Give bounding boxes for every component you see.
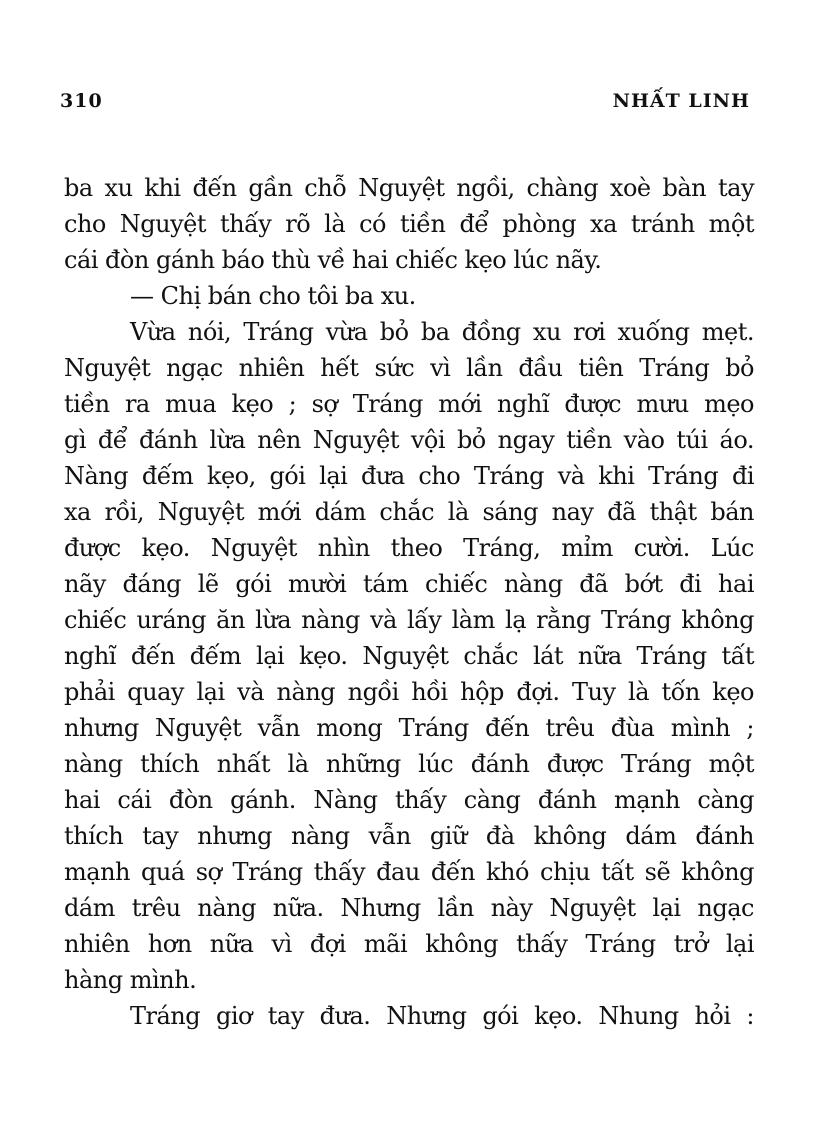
text-line: dám trêu nàng nữa. Nhưng lần này Nguyệt lại ngạc (64, 894, 754, 922)
text-line: ba xu khi đến gần chỗ Nguyệt ngồi, chàng xoè bàn tay (64, 174, 754, 202)
text-line: được kẹo. Nguyệt nhìn theo Tráng, mỉm cười. Lúc (64, 534, 754, 562)
text-line: nàng thích nhất là những lúc đánh được Tráng một (64, 750, 754, 778)
text-line: tiền ra mua kẹo ; sợ Tráng mới nghĩ được mưu mẹo (64, 390, 754, 418)
text-line: Nguyệt ngạc nhiên hết sức vì lần đầu tiên Tráng bỏ (64, 354, 754, 382)
text-line: nhiên hơn nữa vì đợi mãi không thấy Tráng trở lại (64, 930, 754, 958)
text-line: phải quay lại và nàng ngồi hồi hộp đợi. Tuy là tốn kẹo (64, 678, 754, 706)
body-text (64, 170, 754, 1034)
text-line: mạnh quá sợ Tráng thấy đau đến khó chịu tất sẽ không (64, 858, 754, 886)
text-line: nghĩ đến đếm lại kẹo. Nguyệt chắc lát nữa Tráng tất (64, 642, 754, 670)
dialogue-line: — Chị bán cho tôi ba xu. (130, 282, 416, 310)
page-number: 310 (60, 90, 103, 112)
text-line: Tráng giơ tay đưa. Nhưng gói kẹo. Nhung hỏi : (130, 1002, 754, 1030)
text-line: Vừa nói, Tráng vừa bỏ ba đồng xu rơi xuống mẹt. (130, 318, 754, 346)
page-header (60, 90, 750, 112)
text-line: hàng mình. (64, 966, 197, 994)
text-line: xa rồi, Nguyệt mới dám chắc là sáng nay đã thật bán (64, 498, 754, 526)
text-line: Nàng đếm kẹo, gói lại đưa cho Tráng và khi Tráng đi (64, 462, 754, 490)
text-line: nhưng Nguyệt vẫn mong Tráng đến trêu đùa mình ; (64, 714, 754, 742)
text-line: nãy đáng lẽ gói mười tám chiếc nàng đã bớt đi hai (64, 570, 754, 598)
text-line: thích tay nhưng nàng vẫn giữ đà không dám đánh (64, 822, 754, 850)
running-title: NHẤT LINH (612, 90, 750, 112)
text-line: chiếc uráng ăn lừa nàng và lấy làm lạ rằng Tráng không (64, 606, 754, 634)
text-line: hai cái đòn gánh. Nàng thấy càng đánh mạnh càng (64, 786, 754, 814)
text-line: gì để đánh lừa nên Nguyệt vội bỏ ngay tiền vào túi áo. (64, 426, 754, 454)
text-line: cái đòn gánh báo thù về hai chiếc kẹo lúc nãy. (64, 246, 602, 274)
text-line: cho Nguyệt thấy rõ là có tiền để phòng xa tránh một (64, 210, 754, 238)
